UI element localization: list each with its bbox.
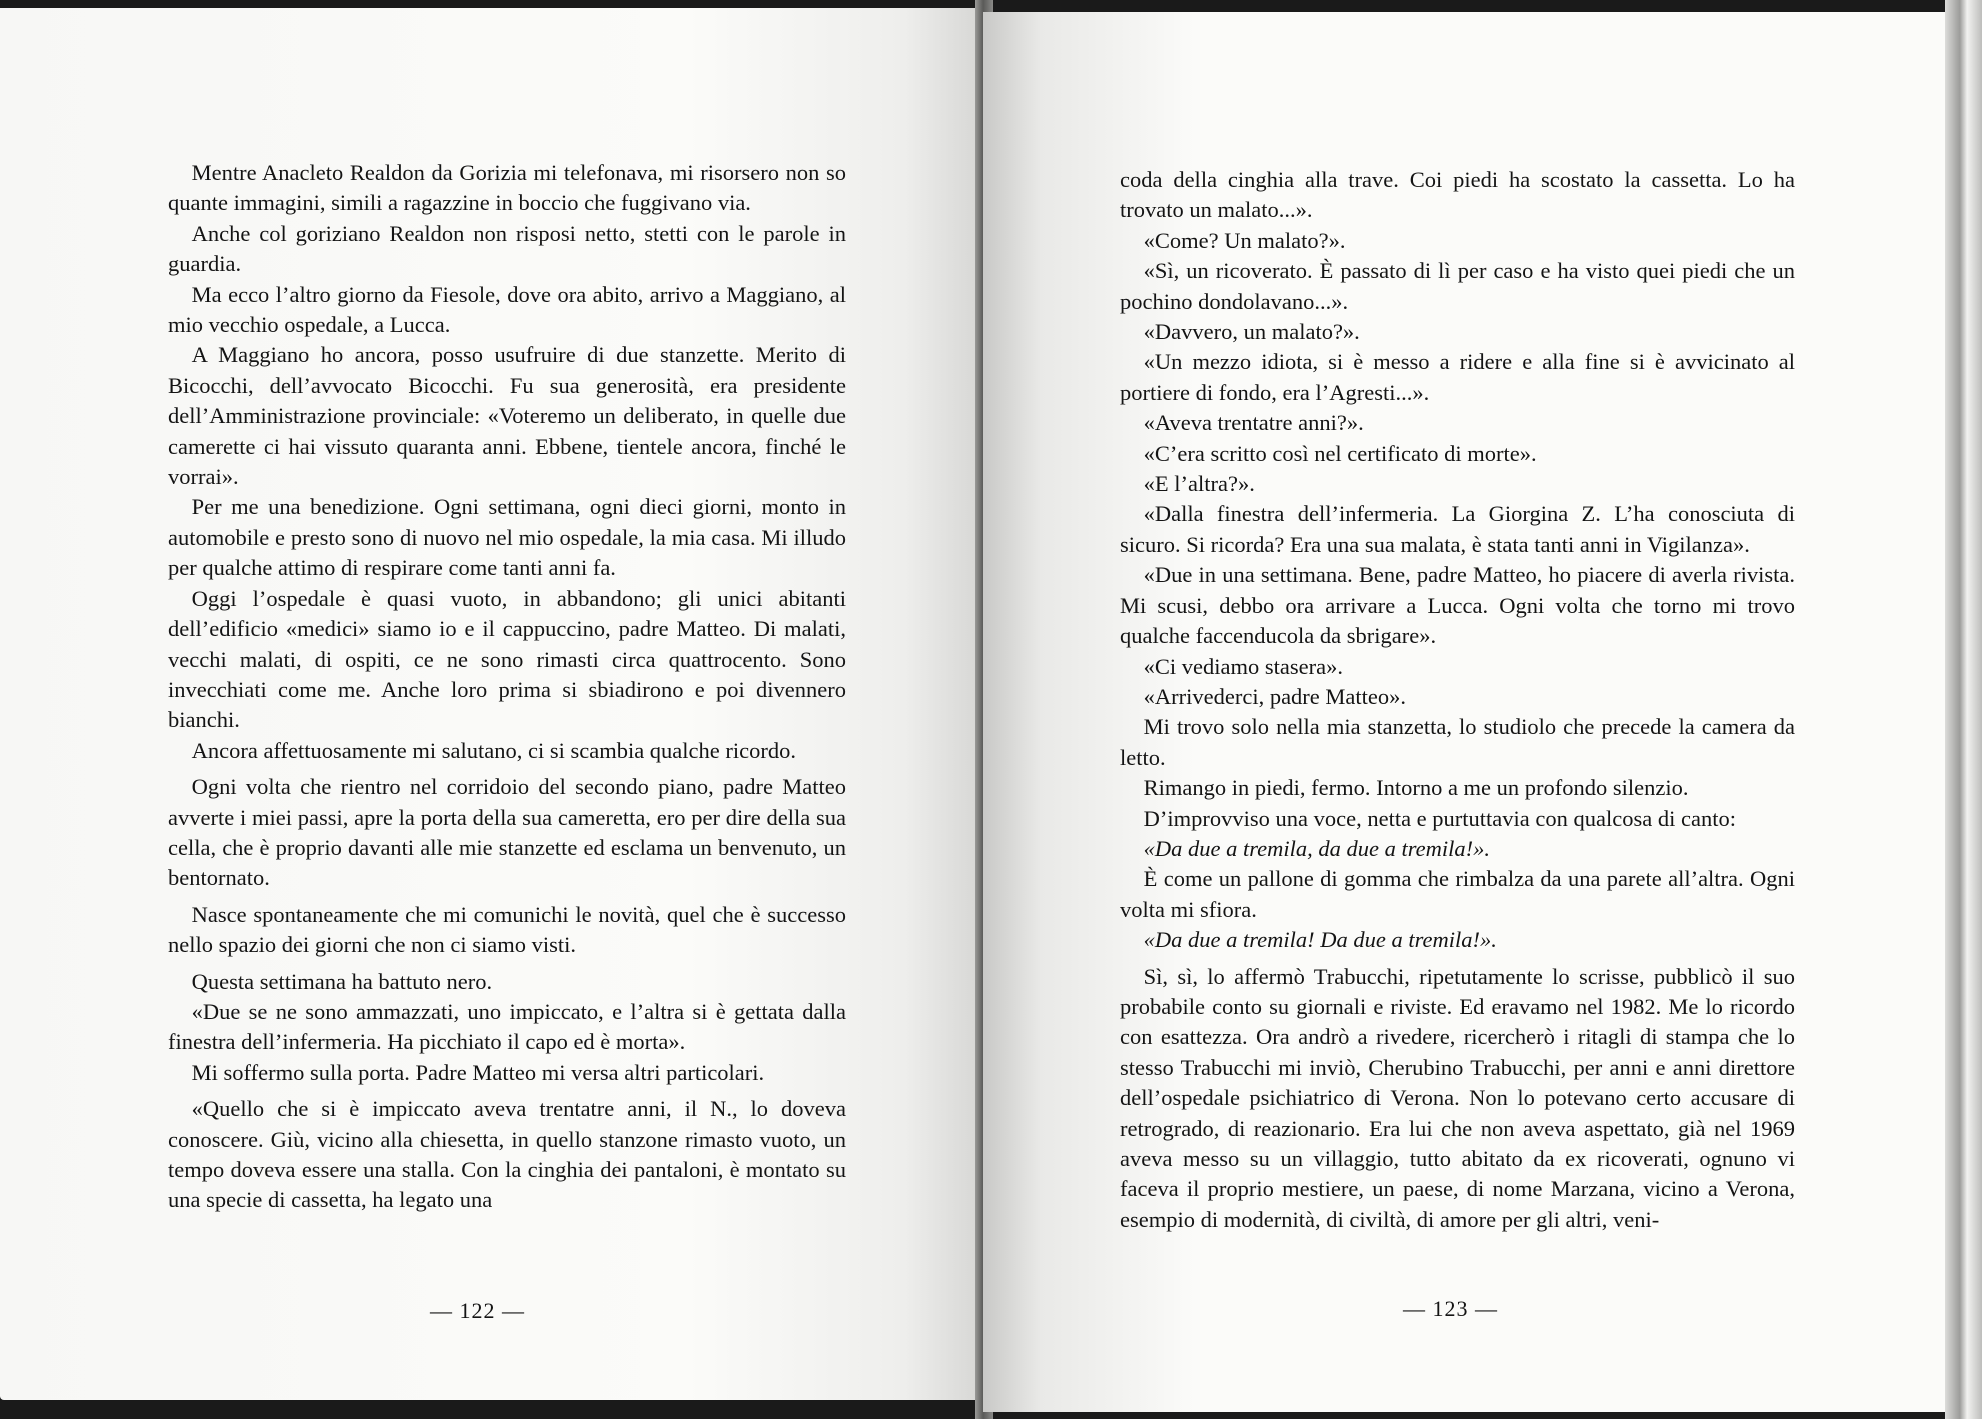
page-number: — 123 — [1403, 1296, 1498, 1321]
paragraph: Oggi l’ospedale è quasi vuoto, in abbandono; gli unici abitanti dell’edificio «medici» siamo io e il cappuccino, padre Matteo. Di malati, vecchi malati, di ospiti, ce ne sono rimasti circa quattrocento. Sono invecchiati come me. Anche loro prima si sbiadirono e poi divennero bianchi. [168, 585, 846, 733]
paragraph: «Davvero, un malato?». [1143, 319, 1360, 345]
italic-quote: «Da due a tremila! Da due a tremila!». [1143, 927, 1497, 953]
paragraph: «Due in una settimana. Bene, padre Matteo, ho piacere di averla rivista. Mi scusi, debbo ora arrivare a Lucca. Ogni volta che torno mi trovo qualche faccenducola da sbrigare». [1120, 562, 1795, 649]
paragraph: «Quello che si è impiccato aveva trentatre anni, il N., lo doveva conoscere. Giù, vicino alla chiesetta, in quello stanzone rimasto vuoto, un tempo doveva essere una stalla. Con la cinghia dei pantaloni, è montato su una specie di cassetta, ha legato una [168, 1096, 846, 1213]
left-page [0, 8, 983, 1400]
paragraph: «Ci vediamo stasera». [1143, 653, 1343, 679]
paragraph: Anche col goriziano Realdon non risposi netto, stetti con le parole in guardia. [168, 220, 846, 277]
right-page-text [1120, 165, 1795, 1235]
right-page [983, 12, 1945, 1412]
paragraph: «Un mezzo idiota, si è messo a ridere e alla fine si è avvicinato al portiere di fondo, era l’Agresti...». [1120, 349, 1795, 405]
paragraph: Mi trovo solo nella mia stanzetta, lo studiolo che precede la camera da letto. [1120, 714, 1795, 770]
page-number: — 122 — [430, 1298, 525, 1323]
paragraph: Sì, sì, lo affermò Trabucchi, ripetutamente lo scrisse, pubblicò il suo probabile conto su giornali e riviste. Ed eravamo nel 1982. Me lo ricordo con esattezza. Ora andrò a rivedere, ricercherò i ritagli di stampa che lo stesso Trabucchi mi inviò, Cherubino Trabucchi, per anni e anni direttore dell’ospedale psichiatrico di Verona. Non lo potevano certo accusare di retrogrado, di reazionario. Era lui che non aveva aspettato, già nel 1969 aveva messo su un villaggio, tutto abitato da ex ricoverati, ognuno vi faceva il proprio mestiere, un paese, di nome Marzana, vicino a Verona, esempio di modernità, di civiltà, di amore per gli altri, veni- [1120, 963, 1795, 1232]
paragraph: A Maggiano ho ancora, posso usufruire di due stanzette. Merito di Bicocchi, dell’avvocato Bicocchi. Fu sua generosità, era presidente dell’Amministrazione provinciale: «Voteremo un deliberato, in quelle due camerette ci hai vissuto quaranta anni. Ebbene, tientele ancora, finché le vorrai». [168, 342, 846, 490]
paragraph: «Aveva trentatre anni?». [1143, 410, 1364, 436]
paragraph: Per me una benedizione. Ogni settimana, ogni dieci giorni, monto in automobile e presto sono di nuovo nel mio ospedale, la mia casa. Mi illudo per qualche attimo di respirare come tanti anni fa. [168, 494, 846, 581]
paragraph: Ancora affettuosamente mi salutano, ci si scambia qualche ricordo. [191, 737, 796, 763]
paragraph: Mentre Anacleto Realdon da Gorizia mi telefonava, mi risorsero non so quante immagini, simili a ragazzine in boccio che fuggivano via. [168, 160, 846, 216]
paragraph: Ma ecco l’altro giorno da Fiesole, dove ora abito, arrivo a Maggiano, al mio vecchio ospedale, a Lucca. [168, 281, 846, 338]
paragraph: È come un pallone di gomma che rimbalza da una parete all’altra. Ogni volta mi sfiora. [1120, 866, 1795, 922]
book-edge [1945, 0, 1982, 1419]
paragraph: «Arrivederci, padre Matteo». [1143, 683, 1407, 709]
paragraph: Mi soffermo sulla porta. Padre Matteo mi versa altri particolari. [191, 1059, 765, 1085]
paragraph [1120, 925, 1795, 955]
paragraph: «Sì, un ricoverato. È passato di lì per caso e ha visto quei piedi che un pochino dondolavano...». [1120, 258, 1795, 314]
paragraph: «E l’altra?». [1143, 471, 1255, 497]
paragraph: «C’era scritto così nel certificato di morte». [1143, 440, 1537, 466]
paragraph: coda della cinghia alla trave. Coi piedi ha scostato la cassetta. Lo ha trovato un malato...». [1120, 167, 1795, 223]
paragraph: Ogni volta che rientro nel corridoio del secondo piano, padre Matteo avverte i miei passi, apre la porta della sua cameretta, ero per dire della sua cella, che è proprio davanti alle mie stanzette ed esclama un benvenuto, un bentornato. [168, 774, 846, 891]
left-page-text [168, 158, 846, 1216]
paragraph: Questa settimana ha battuto nero. [191, 968, 493, 994]
paragraph: D’improvviso una voce, netta e purtuttavia con qualcosa di canto: [1143, 805, 1736, 831]
paragraph: «Due se ne sono ammazzati, uno impiccato, e l’altra si è gettata dalla finestra dell’infermeria. Ha picchiato il capo ed è morta». [168, 998, 846, 1055]
paragraph: Rimango in piedi, fermo. Intorno a me un profondo silenzio. [1143, 775, 1689, 801]
paragraph: «Come? Un malato?». [1143, 227, 1346, 253]
italic-quote: «Da due a tremila, da due a tremila!». [1143, 835, 1491, 861]
paragraph: Nasce spontaneamente che mi comunichi le novità, quel che è successo nello spazio dei giorni che non ci siamo visti. [168, 901, 846, 958]
paragraph [1120, 834, 1795, 864]
paragraph: «Dalla finestra dell’infermeria. La Giorgina Z. L’ha conosciuta di sicuro. Si ricorda? Era una sua malata, è stata tanti anni in Vigilanza». [1120, 501, 1795, 557]
